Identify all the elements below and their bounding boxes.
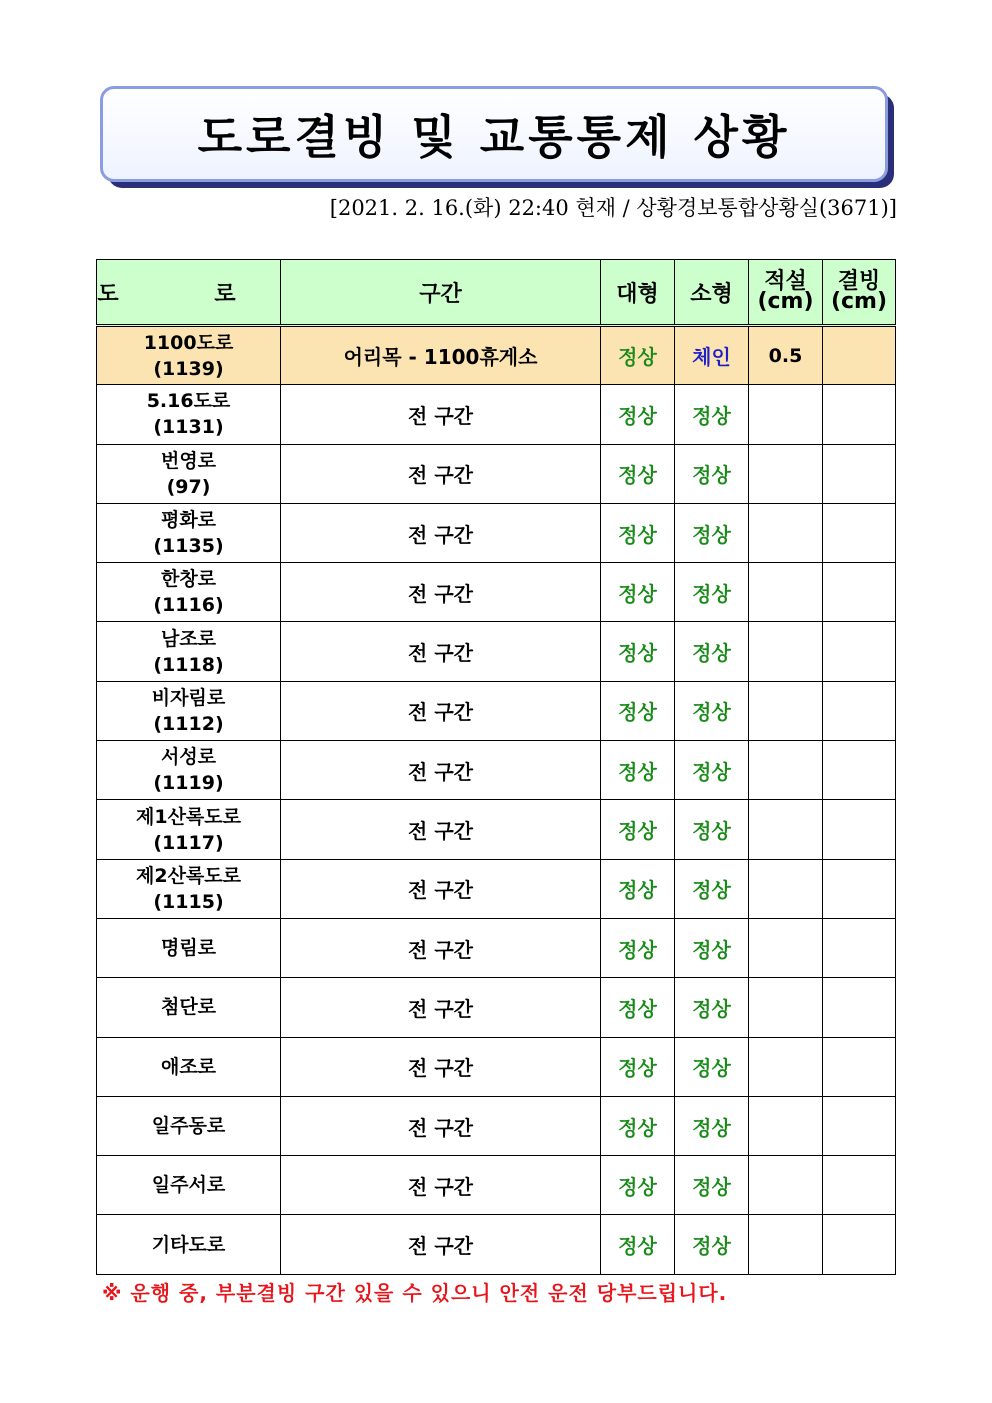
section-cell: 전 구간 <box>281 1096 601 1155</box>
table-row <box>97 1156 896 1215</box>
road-name: 첨단로 <box>160 996 217 1019</box>
road-name-cell <box>97 503 281 562</box>
large-vehicle-status: 정상 <box>601 326 675 385</box>
road-name-cell <box>97 622 281 681</box>
small-vehicle-status: 정상 <box>675 681 749 740</box>
ice-depth-cell <box>823 741 896 800</box>
ice-depth-cell <box>823 1215 896 1274</box>
large-vehicle-status: 정상 <box>601 385 675 444</box>
snow-depth-cell <box>749 1096 823 1155</box>
road-name: 남조로 <box>160 627 217 650</box>
header-snow-unit: (cm) <box>757 289 814 314</box>
small-vehicle-status: 정상 <box>675 1096 749 1155</box>
table-header-row <box>97 260 896 326</box>
road-name-cell <box>97 800 281 859</box>
large-vehicle-status: 정상 <box>601 741 675 800</box>
snow-depth-cell <box>749 1215 823 1274</box>
ice-depth-cell <box>823 681 896 740</box>
ice-depth-cell <box>823 859 896 918</box>
small-vehicle-status: 정상 <box>675 800 749 859</box>
section-cell: 전 구간 <box>281 1156 601 1215</box>
road-name-cell <box>97 1037 281 1096</box>
road-code: (1117) <box>153 831 224 854</box>
section-cell: 전 구간 <box>281 563 601 622</box>
ice-depth-cell <box>823 385 896 444</box>
table-row <box>97 800 896 859</box>
section-cell: 전 구간 <box>281 978 601 1037</box>
road-name-cell <box>97 385 281 444</box>
small-vehicle-status: 정상 <box>675 385 749 444</box>
road-name-cell <box>97 978 281 1037</box>
snow-depth-cell <box>749 385 823 444</box>
table-row <box>97 978 896 1037</box>
large-vehicle-status: 정상 <box>601 978 675 1037</box>
road-code: (1135) <box>153 535 224 558</box>
header-ice-label: 결빙 <box>837 269 881 294</box>
road-name: 한창로 <box>160 568 217 591</box>
header-road: 도 로 <box>97 260 281 326</box>
ice-depth-cell <box>823 918 896 977</box>
road-name: 번영로 <box>160 449 217 472</box>
road-name: 일주동로 <box>151 1115 226 1137</box>
page-title: 도로결빙 및 교통통제 상황 <box>197 110 791 164</box>
snow-depth-cell <box>749 444 823 503</box>
ice-depth-cell <box>823 978 896 1037</box>
road-name: 비자림로 <box>151 686 226 709</box>
road-name-cell <box>97 1096 281 1155</box>
section-cell: 전 구간 <box>281 1215 601 1274</box>
road-name: 1100도로 <box>143 331 234 354</box>
small-vehicle-status: 정상 <box>675 1156 749 1215</box>
ice-depth-cell <box>823 563 896 622</box>
small-vehicle-status: 정상 <box>675 1215 749 1274</box>
snow-depth-cell <box>749 800 823 859</box>
ice-depth-cell <box>823 1156 896 1215</box>
road-code: (1116) <box>153 594 224 617</box>
small-vehicle-status: 정상 <box>675 978 749 1037</box>
road-code: (1131) <box>153 416 224 439</box>
large-vehicle-status: 정상 <box>601 503 675 562</box>
header-large-vehicle: 대형 <box>601 260 675 326</box>
road-name-cell <box>97 918 281 977</box>
snow-depth-cell <box>749 859 823 918</box>
snow-depth-cell <box>749 681 823 740</box>
table-row <box>97 1096 896 1155</box>
road-name: 5.16도로 <box>146 390 231 413</box>
road-name: 제2산록도로 <box>136 864 241 887</box>
road-name-cell <box>97 444 281 503</box>
large-vehicle-status: 정상 <box>601 800 675 859</box>
large-vehicle-status: 정상 <box>601 859 675 918</box>
small-vehicle-status: 정상 <box>675 741 749 800</box>
table-row <box>97 326 896 385</box>
road-name-cell <box>97 326 281 385</box>
header-snow-depth <box>749 260 823 326</box>
ice-depth-cell <box>823 1037 896 1096</box>
small-vehicle-status: 정상 <box>675 503 749 562</box>
ice-depth-cell <box>823 800 896 859</box>
large-vehicle-status: 정상 <box>601 681 675 740</box>
small-vehicle-status: 정상 <box>675 918 749 977</box>
section-cell: 전 구간 <box>281 741 601 800</box>
road-name-cell <box>97 681 281 740</box>
ice-depth-cell <box>823 1096 896 1155</box>
snow-depth-cell <box>749 622 823 681</box>
header-section: 구간 <box>281 260 601 326</box>
header-ice-depth <box>823 260 896 326</box>
snow-depth-cell <box>749 503 823 562</box>
section-cell: 어리목 - 1100휴게소 <box>281 326 601 385</box>
snow-depth-cell <box>749 563 823 622</box>
road-name: 일주서로 <box>151 1174 226 1197</box>
road-name: 평화로 <box>160 509 217 532</box>
road-name: 제1산록도로 <box>136 805 241 828</box>
section-cell: 전 구간 <box>281 681 601 740</box>
road-name: 기타도로 <box>151 1233 226 1256</box>
table-row <box>97 681 896 740</box>
small-vehicle-status: 정상 <box>675 444 749 503</box>
title-banner <box>100 86 888 182</box>
large-vehicle-status: 정상 <box>601 918 675 977</box>
header-snow-label: 적설 <box>764 269 807 294</box>
large-vehicle-status: 정상 <box>601 1096 675 1155</box>
road-name: 명림로 <box>160 937 217 960</box>
section-cell: 전 구간 <box>281 385 601 444</box>
road-name-cell <box>97 1156 281 1215</box>
ice-depth-cell <box>823 622 896 681</box>
road-name: 애조로 <box>160 1055 217 1078</box>
road-name-cell <box>97 741 281 800</box>
table-row <box>97 444 896 503</box>
small-vehicle-status: 체인 <box>675 326 749 385</box>
road-name-cell <box>97 563 281 622</box>
ice-depth-cell <box>823 326 896 385</box>
ice-depth-cell <box>823 503 896 562</box>
ice-depth-cell <box>823 444 896 503</box>
snow-depth-cell: 0.5 <box>749 326 823 385</box>
large-vehicle-status: 정상 <box>601 622 675 681</box>
section-cell: 전 구간 <box>281 859 601 918</box>
large-vehicle-status: 정상 <box>601 444 675 503</box>
road-code: (1118) <box>153 653 224 676</box>
road-code: (1119) <box>153 772 224 795</box>
table-row <box>97 1037 896 1096</box>
small-vehicle-status: 정상 <box>675 622 749 681</box>
table-row <box>97 563 896 622</box>
large-vehicle-status: 정상 <box>601 563 675 622</box>
snow-depth-cell <box>749 978 823 1037</box>
table-row <box>97 1215 896 1274</box>
road-code: (1115) <box>153 890 224 913</box>
snow-depth-cell <box>749 1156 823 1215</box>
table-row <box>97 859 896 918</box>
small-vehicle-status: 정상 <box>675 859 749 918</box>
header-small-vehicle: 소형 <box>675 260 749 326</box>
table-row <box>97 918 896 977</box>
snow-depth-cell <box>749 918 823 977</box>
section-cell: 전 구간 <box>281 444 601 503</box>
header-ice-unit: (cm) <box>830 289 888 314</box>
section-cell: 전 구간 <box>281 503 601 562</box>
road-name-cell <box>97 859 281 918</box>
report-timestamp: [2021. 2. 16.(화) 22:40 현재 / 상황경보통합상황실(3671)] <box>329 196 897 220</box>
snow-depth-cell <box>749 741 823 800</box>
section-cell: 전 구간 <box>281 918 601 977</box>
road-code: (1112) <box>153 712 224 735</box>
large-vehicle-status: 정상 <box>601 1215 675 1274</box>
safety-notice: ※ 운행 중, 부분결빙 구간 있을 수 있으니 안전 운전 당부드립니다. <box>102 1281 728 1305</box>
road-name: 서성로 <box>160 746 217 769</box>
road-status-table <box>96 259 896 1275</box>
snow-depth-cell <box>749 1037 823 1096</box>
section-cell: 전 구간 <box>281 1037 601 1096</box>
road-code: (97) <box>166 475 211 498</box>
large-vehicle-status: 정상 <box>601 1037 675 1096</box>
title-banner-box <box>100 86 888 182</box>
section-cell: 전 구간 <box>281 800 601 859</box>
table-row <box>97 622 896 681</box>
large-vehicle-status: 정상 <box>601 1156 675 1215</box>
small-vehicle-status: 정상 <box>675 563 749 622</box>
road-name-cell <box>97 1215 281 1274</box>
small-vehicle-status: 정상 <box>675 1037 749 1096</box>
table-row <box>97 503 896 562</box>
table-row <box>97 741 896 800</box>
road-code: (1139) <box>153 357 224 380</box>
table-row <box>97 385 896 444</box>
section-cell: 전 구간 <box>281 622 601 681</box>
